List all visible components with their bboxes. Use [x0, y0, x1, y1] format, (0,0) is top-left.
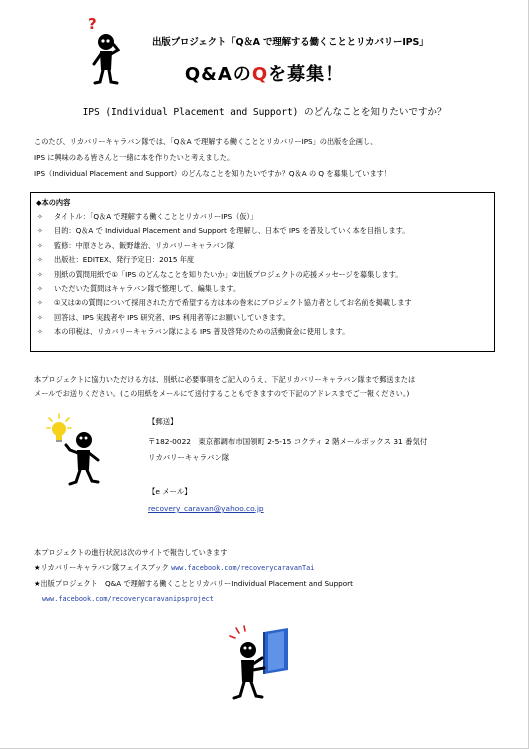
list-item: [36, 224, 489, 238]
facebook-label: ★リカバリーキャラバン隊フェイスブック: [34, 563, 169, 572]
intro-line: IPS（Individual Placement and Support）のどんなことを知りたいですか？Q＆A の Q を募集しています！: [34, 169, 392, 178]
title-q-highlight: Q: [251, 64, 269, 85]
bullet-icon: ✧: [37, 313, 43, 322]
cooperation-line: メールでお送りください。(この用紙をメールにて送付することもできますので下記のアドレスまでご一報ください。): [34, 389, 410, 398]
page-title: [0, 60, 529, 86]
project-link[interactable]: www.facebook.com/recoverycaravanipsproject: [42, 595, 214, 603]
lightbulb-figure-icon: [46, 412, 116, 502]
title-suffix: を募集！: [268, 64, 345, 85]
bullet-icon: ✧: [37, 270, 43, 279]
bullet-icon: ✧: [37, 328, 43, 337]
list-item-text: いただいた質問はキャラバン隊で整理して、編集します。: [54, 283, 241, 293]
list-item: [36, 268, 489, 282]
subtitle: IPS (Individual Placement and Support) のどんなことを知りたいですか？: [82, 107, 447, 118]
email-link[interactable]: recovery_caravan@yahoo.co.jp: [148, 504, 264, 513]
list-item: [36, 210, 489, 224]
list-item-text: 出版社：EDITEX、発行予定日：2015 年度: [54, 255, 195, 265]
recipient-name: リカバリーキャラバン隊: [148, 453, 230, 462]
intro-line: IPS に興味のある皆さんと一緒に本を作りたいと考えました。: [34, 153, 235, 162]
list-item: [36, 282, 489, 296]
list-item-text: 目的：Q＆A で Individual Placement and Support を理解し、日本で IPS を普及していく本を目指します。: [54, 226, 410, 236]
book-contents-heading: ◆本の内容: [36, 198, 71, 207]
bullet-icon: ✧: [37, 227, 43, 236]
bullet-icon: ✧: [37, 241, 43, 250]
list-item-text: ①又は②の質問について採用された方で希望する方は本の巻末にプロジェクト協力者としてお名前を掲載します: [54, 298, 412, 308]
bullet-icon: ✧: [37, 284, 43, 293]
title-prefix: Q&Aの: [184, 64, 252, 85]
list-item-text: 回答は、IPS 実践者や IPS 研究者、IPS 利用者等にお願いしていきます。: [54, 312, 290, 322]
email-label: 【e メール】: [148, 487, 192, 496]
svg-text:?: ?: [88, 15, 97, 33]
list-item-text: 別紙の質問用紙で①「IPS のどんなことを知りたいか」②出版プロジェクトの応援メッセージを募集します。: [54, 269, 403, 279]
cooperation-line: 本プロジェクトに協力いただける方は、別紙に必要事項をご記入のうえ、下記リカバリーキャラバン隊まで郵送または: [34, 375, 416, 384]
list-item: [36, 296, 489, 310]
facebook-link[interactable]: www.facebook.com/recoverycaravanTai: [171, 564, 315, 572]
list-item: [36, 325, 489, 339]
list-item: [36, 239, 489, 253]
bullet-icon: ✧: [37, 213, 43, 221]
list-item-text: 本の印税は、リカバリーキャラバン隊による IPS 普及啓発のための活動資金に使用します。: [54, 327, 350, 337]
bullet-icon: ✧: [37, 256, 43, 265]
intro-line: このたび、リカバリーキャラバン隊では、「Q＆A で理解する働くこととリカバリーIPS」の出版を企画し、: [34, 137, 378, 146]
intro-paragraph: [34, 134, 504, 182]
list-item-text: 監修：中原さとみ、飯野雄治、リカバリーキャラバン隊: [54, 240, 235, 250]
bullet-icon: ✧: [37, 299, 43, 308]
postal-address: 〒182-0022 東京都調布市国領町 2-5-15 コクティ 2 階メールボックス 31 番気付: [148, 437, 428, 446]
list-item: [36, 253, 489, 267]
postal-label: 【郵送】: [148, 417, 178, 426]
project-title: 出版プロジェクト「Q＆A で理解する働くこととリカバリーIPS」: [152, 37, 429, 48]
progress-intro: 本プロジェクトの進行状況は次のサイトで報告していきます: [34, 548, 228, 557]
project-label: ★出版プロジェクト Q&A で理解する働くこととリカバリーIndividual Placement and Support: [34, 579, 353, 588]
list-item-text: タイトル：「Q＆A で理解する働くこととリカバリーIPS（仮）」: [54, 212, 258, 221]
book-figure-icon: [226, 624, 306, 724]
list-item: [36, 311, 489, 325]
facebook-line: [34, 563, 314, 573]
book-contents-box: [30, 192, 495, 352]
cooperation-paragraph: [34, 373, 504, 401]
